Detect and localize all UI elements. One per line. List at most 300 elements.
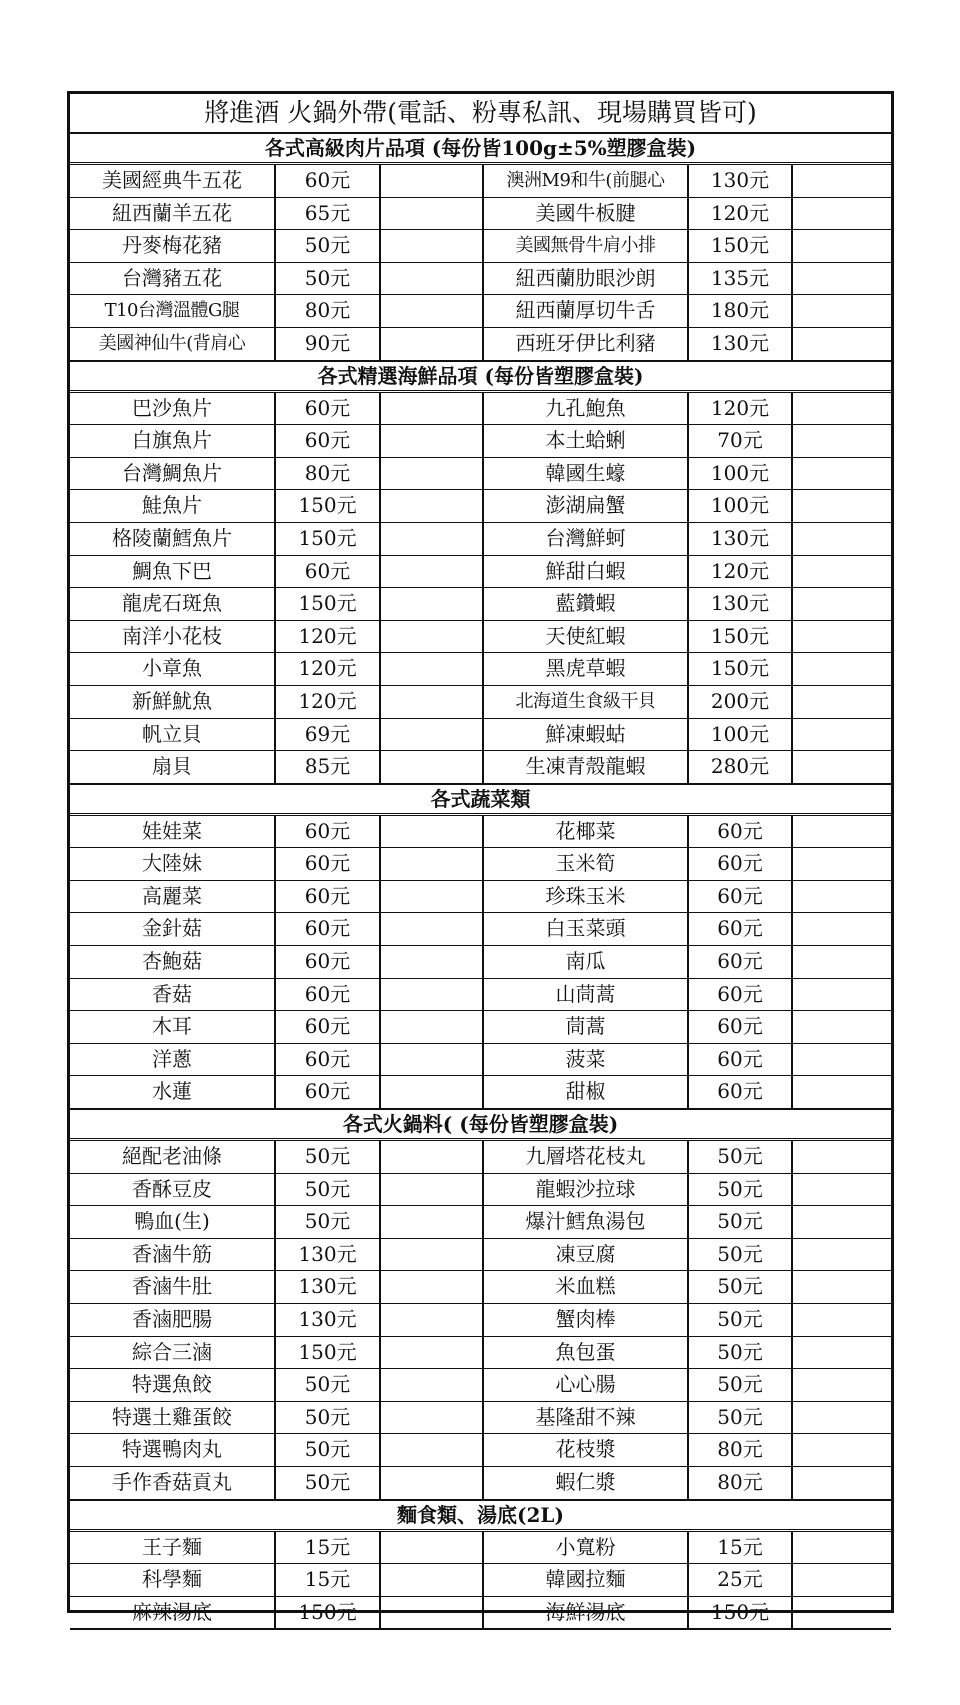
- menu-row: [70, 490, 891, 523]
- blank-cell: [793, 653, 891, 685]
- right-item-price: 50元: [689, 1369, 793, 1401]
- blank-cell: [793, 1141, 891, 1173]
- left-item-price: 65元: [276, 198, 381, 230]
- blank-cell: [793, 979, 891, 1011]
- right-item-price: 60元: [689, 848, 793, 880]
- blank-cell: [381, 848, 484, 880]
- blank-cell: [381, 1044, 484, 1076]
- menu-row: [70, 1337, 891, 1370]
- right-item-name: 西班牙伊比利豬: [484, 328, 689, 360]
- right-item-name: 澳洲M9和牛(前腿心: [484, 165, 689, 197]
- left-item-price: 90元: [276, 328, 381, 360]
- blank-cell: [381, 198, 484, 230]
- blank-cell: [793, 230, 891, 262]
- blank-cell: [381, 1564, 484, 1596]
- right-item-name: 韓國拉麵: [484, 1564, 689, 1596]
- left-item-name: 洋蔥: [70, 1044, 276, 1076]
- right-item-name: 鮮凍蝦蛄: [484, 719, 689, 751]
- left-item-price: 60元: [276, 393, 381, 425]
- right-item-name: 紐西蘭肋眼沙朗: [484, 263, 689, 295]
- right-item-name: 美國無骨牛肩小排: [484, 230, 689, 262]
- left-item-name: 手作香菇貢丸: [70, 1467, 276, 1499]
- right-item-price: 70元: [689, 425, 793, 457]
- blank-cell: [793, 751, 891, 783]
- left-item-price: 60元: [276, 848, 381, 880]
- right-item-name: 九孔鮑魚: [484, 393, 689, 425]
- right-item-price: 130元: [689, 328, 793, 360]
- menu-row: [70, 1206, 891, 1239]
- left-item-name: 扇貝: [70, 751, 276, 783]
- right-item-name: 韓國生蠔: [484, 458, 689, 490]
- menu-row: [70, 1564, 891, 1597]
- blank-cell: [793, 621, 891, 653]
- blank-cell: [381, 1369, 484, 1401]
- menu-row: [70, 881, 891, 914]
- left-item-price: 130元: [276, 1304, 381, 1336]
- menu-row: [70, 719, 891, 752]
- right-item-price: 50元: [689, 1206, 793, 1238]
- menu-row: [70, 165, 891, 198]
- right-item-price: 60元: [689, 946, 793, 978]
- right-item-price: 150元: [689, 230, 793, 262]
- menu-row: [70, 621, 891, 654]
- left-item-name: 美國神仙牛(背肩心: [70, 328, 276, 360]
- right-item-price: 80元: [689, 1434, 793, 1466]
- blank-cell: [793, 1564, 891, 1596]
- blank-cell: [381, 1076, 484, 1108]
- left-item-price: 60元: [276, 425, 381, 457]
- left-item-price: 60元: [276, 979, 381, 1011]
- right-item-price: 80元: [689, 1467, 793, 1499]
- left-item-price: 150元: [276, 1337, 381, 1369]
- right-item-price: 25元: [689, 1564, 793, 1596]
- menu-row: [70, 979, 891, 1012]
- left-item-price: 150元: [276, 588, 381, 620]
- blank-cell: [793, 523, 891, 555]
- left-item-name: 香滷肥腸: [70, 1304, 276, 1336]
- right-item-name: 海鮮湯底: [484, 1597, 689, 1629]
- right-item-price: 130元: [689, 165, 793, 197]
- menu-row: [70, 1434, 891, 1467]
- blank-cell: [793, 1174, 891, 1206]
- blank-cell: [793, 1467, 891, 1499]
- right-item-price: 150元: [689, 621, 793, 653]
- left-item-name: 台灣豬五花: [70, 263, 276, 295]
- section-meat: [70, 134, 891, 362]
- right-item-price: 120元: [689, 198, 793, 230]
- blank-cell: [793, 816, 891, 848]
- right-item-price: 60元: [689, 816, 793, 848]
- blank-cell: [793, 295, 891, 327]
- right-item-name: 甜椒: [484, 1076, 689, 1108]
- blank-cell: [793, 588, 891, 620]
- left-item-price: 60元: [276, 881, 381, 913]
- right-item-name: 蝦仁漿: [484, 1467, 689, 1499]
- section-heading: 麵食類、湯底(2L): [70, 1501, 891, 1532]
- left-item-name: 鯛魚下巴: [70, 556, 276, 588]
- blank-cell: [381, 588, 484, 620]
- blank-cell: [793, 198, 891, 230]
- blank-cell: [793, 328, 891, 360]
- menu-row: [70, 230, 891, 263]
- menu-row: [70, 393, 891, 426]
- blank-cell: [381, 686, 484, 718]
- blank-cell: [793, 1532, 891, 1564]
- menu-row: [70, 1174, 891, 1207]
- right-item-name: 藍鑽蝦: [484, 588, 689, 620]
- right-item-name: 本土蛤蜊: [484, 425, 689, 457]
- blank-cell: [793, 1206, 891, 1238]
- right-item-name: 珍珠玉米: [484, 881, 689, 913]
- right-item-name: 爆汁鱈魚湯包: [484, 1206, 689, 1238]
- right-item-price: 150元: [689, 1597, 793, 1629]
- right-item-name: 花椰菜: [484, 816, 689, 848]
- right-item-name: 基隆甜不辣: [484, 1402, 689, 1434]
- right-item-name: 魚包蛋: [484, 1337, 689, 1369]
- right-item-price: 60元: [689, 881, 793, 913]
- left-item-price: 120元: [276, 653, 381, 685]
- right-item-price: 120元: [689, 393, 793, 425]
- left-item-price: 150元: [276, 523, 381, 555]
- left-item-name: 台灣鯛魚片: [70, 458, 276, 490]
- blank-cell: [793, 1597, 891, 1629]
- section-heading: 各式蔬菜類: [70, 785, 891, 816]
- menu-row: [70, 1369, 891, 1402]
- left-item-price: 150元: [276, 490, 381, 522]
- blank-cell: [793, 719, 891, 751]
- menu-sections: [70, 134, 891, 1630]
- left-item-name: 絕配老油條: [70, 1141, 276, 1173]
- left-item-price: 15元: [276, 1532, 381, 1564]
- menu-row: [70, 1044, 891, 1077]
- menu-row: [70, 1402, 891, 1435]
- left-item-name: 王子麵: [70, 1532, 276, 1564]
- left-item-name: 香菇: [70, 979, 276, 1011]
- right-item-price: 120元: [689, 556, 793, 588]
- left-item-price: 60元: [276, 946, 381, 978]
- blank-cell: [381, 1174, 484, 1206]
- right-item-name: 山茼蒿: [484, 979, 689, 1011]
- blank-cell: [793, 1402, 891, 1434]
- blank-cell: [793, 1239, 891, 1271]
- blank-cell: [381, 1532, 484, 1564]
- blank-cell: [793, 1369, 891, 1401]
- blank-cell: [381, 165, 484, 197]
- blank-cell: [381, 1467, 484, 1499]
- left-item-name: 香酥豆皮: [70, 1174, 276, 1206]
- section-noodles-soup: [70, 1501, 891, 1631]
- right-item-price: 60元: [689, 1076, 793, 1108]
- blank-cell: [381, 816, 484, 848]
- right-item-name: 小寬粉: [484, 1532, 689, 1564]
- blank-cell: [793, 556, 891, 588]
- right-item-name: 南瓜: [484, 946, 689, 978]
- blank-cell: [381, 1141, 484, 1173]
- menu-row: [70, 1271, 891, 1304]
- right-item-name: 北海道生食級干貝: [484, 686, 689, 718]
- blank-cell: [793, 393, 891, 425]
- blank-cell: [793, 686, 891, 718]
- left-item-name: 鮭魚片: [70, 490, 276, 522]
- right-item-name: 紐西蘭厚切牛舌: [484, 295, 689, 327]
- left-item-price: 60元: [276, 165, 381, 197]
- blank-cell: [381, 263, 484, 295]
- right-item-name: 玉米筍: [484, 848, 689, 880]
- left-item-name: 新鮮魷魚: [70, 686, 276, 718]
- right-item-name: 台灣鮮蚵: [484, 523, 689, 555]
- menu-row: [70, 653, 891, 686]
- right-item-price: 150元: [689, 653, 793, 685]
- menu-row: [70, 751, 891, 785]
- left-item-name: 紐西蘭羊五花: [70, 198, 276, 230]
- left-item-price: 15元: [276, 1564, 381, 1596]
- left-item-price: 120元: [276, 686, 381, 718]
- left-item-name: 龍虎石斑魚: [70, 588, 276, 620]
- blank-cell: [381, 719, 484, 751]
- menu-row: [70, 913, 891, 946]
- blank-cell: [381, 621, 484, 653]
- section-heading: 各式火鍋料( (每份皆塑膠盒裝): [70, 1110, 891, 1141]
- left-item-name: 白旗魚片: [70, 425, 276, 457]
- blank-cell: [793, 1076, 891, 1108]
- right-item-price: 200元: [689, 686, 793, 718]
- blank-cell: [381, 425, 484, 457]
- left-item-name: 特選魚餃: [70, 1369, 276, 1401]
- left-item-name: 木耳: [70, 1011, 276, 1043]
- left-item-price: 120元: [276, 621, 381, 653]
- blank-cell: [793, 1271, 891, 1303]
- menu-row: [70, 816, 891, 849]
- blank-cell: [793, 1304, 891, 1336]
- right-item-price: 50元: [689, 1304, 793, 1336]
- menu-row: [70, 1011, 891, 1044]
- menu-row: [70, 946, 891, 979]
- menu-row: [70, 263, 891, 296]
- left-item-name: 麻辣湯底: [70, 1597, 276, 1629]
- left-item-price: 130元: [276, 1239, 381, 1271]
- blank-cell: [381, 393, 484, 425]
- right-item-price: 280元: [689, 751, 793, 783]
- blank-cell: [381, 979, 484, 1011]
- right-item-name: 天使紅蝦: [484, 621, 689, 653]
- section-heading: 各式高級肉片品項 (每份皆100g±5%塑膠盒裝): [70, 134, 891, 165]
- blank-cell: [381, 751, 484, 783]
- section-heading: 各式精選海鮮品項 (每份皆塑膠盒裝): [70, 362, 891, 393]
- right-item-price: 60元: [689, 913, 793, 945]
- blank-cell: [381, 458, 484, 490]
- left-item-price: 60元: [276, 816, 381, 848]
- left-item-price: 60元: [276, 1044, 381, 1076]
- menu-row: [70, 1076, 891, 1110]
- section-seafood: [70, 362, 891, 785]
- blank-cell: [793, 848, 891, 880]
- blank-cell: [381, 1597, 484, 1629]
- left-item-price: 60元: [276, 1011, 381, 1043]
- right-item-price: 50元: [689, 1141, 793, 1173]
- left-item-price: 50元: [276, 230, 381, 262]
- left-item-price: 60元: [276, 913, 381, 945]
- right-item-name: 米血糕: [484, 1271, 689, 1303]
- blank-cell: [381, 1271, 484, 1303]
- right-item-name: 菠菜: [484, 1044, 689, 1076]
- blank-cell: [381, 1011, 484, 1043]
- menu-row: [70, 523, 891, 556]
- menu-table: [67, 91, 894, 1624]
- left-item-price: 150元: [276, 1597, 381, 1629]
- left-item-price: 85元: [276, 751, 381, 783]
- blank-cell: [381, 946, 484, 978]
- menu-row: [70, 1239, 891, 1272]
- blank-cell: [381, 1434, 484, 1466]
- blank-cell: [793, 165, 891, 197]
- right-item-price: 135元: [689, 263, 793, 295]
- blank-cell: [793, 881, 891, 913]
- left-item-name: T10台灣溫體G腿: [70, 295, 276, 327]
- right-item-price: 50元: [689, 1402, 793, 1434]
- section-vegetables: [70, 785, 891, 1110]
- blank-cell: [381, 230, 484, 262]
- menu-row: [70, 588, 891, 621]
- right-item-name: 茼蒿: [484, 1011, 689, 1043]
- blank-cell: [381, 1304, 484, 1336]
- right-item-price: 60元: [689, 979, 793, 1011]
- left-item-price: 60元: [276, 1076, 381, 1108]
- left-item-name: 特選土雞蛋餃: [70, 1402, 276, 1434]
- left-item-name: 水蓮: [70, 1076, 276, 1108]
- menu-row: [70, 848, 891, 881]
- right-item-price: 60元: [689, 1011, 793, 1043]
- right-item-name: 澎湖扁蟹: [484, 490, 689, 522]
- blank-cell: [381, 556, 484, 588]
- blank-cell: [381, 1206, 484, 1238]
- blank-cell: [381, 1402, 484, 1434]
- blank-cell: [381, 881, 484, 913]
- right-item-name: 黑虎草蝦: [484, 653, 689, 685]
- left-item-name: 鴨血(生): [70, 1206, 276, 1238]
- left-item-price: 50元: [276, 1141, 381, 1173]
- left-item-price: 50元: [276, 1467, 381, 1499]
- left-item-name: 杏鮑菇: [70, 946, 276, 978]
- left-item-price: 50元: [276, 263, 381, 295]
- menu-row: [70, 1597, 891, 1631]
- menu-row: [70, 1532, 891, 1565]
- menu-row: [70, 458, 891, 491]
- right-item-price: 50元: [689, 1174, 793, 1206]
- left-item-price: 130元: [276, 1271, 381, 1303]
- left-item-price: 80元: [276, 458, 381, 490]
- left-item-name: 綜合三滷: [70, 1337, 276, 1369]
- left-item-price: 60元: [276, 556, 381, 588]
- right-item-price: 100元: [689, 490, 793, 522]
- right-item-price: 15元: [689, 1532, 793, 1564]
- menu-row: [70, 198, 891, 231]
- blank-cell: [381, 1337, 484, 1369]
- blank-cell: [381, 328, 484, 360]
- right-item-price: 100元: [689, 458, 793, 490]
- right-item-price: 130元: [689, 523, 793, 555]
- menu-row: [70, 1141, 891, 1174]
- blank-cell: [793, 946, 891, 978]
- menu-row: [70, 328, 891, 362]
- blank-cell: [793, 458, 891, 490]
- left-item-name: 科學麵: [70, 1564, 276, 1596]
- blank-cell: [793, 263, 891, 295]
- menu-row: [70, 295, 891, 328]
- left-item-name: 金針菇: [70, 913, 276, 945]
- left-item-name: 丹麥梅花豬: [70, 230, 276, 262]
- right-item-name: 凍豆腐: [484, 1239, 689, 1271]
- left-item-price: 80元: [276, 295, 381, 327]
- left-item-name: 香滷牛肚: [70, 1271, 276, 1303]
- right-item-name: 蟹肉棒: [484, 1304, 689, 1336]
- blank-cell: [381, 295, 484, 327]
- right-item-price: 50元: [689, 1337, 793, 1369]
- right-item-price: 130元: [689, 588, 793, 620]
- menu-row: [70, 686, 891, 719]
- blank-cell: [793, 913, 891, 945]
- left-item-name: 高麗菜: [70, 881, 276, 913]
- left-item-name: 大陸妹: [70, 848, 276, 880]
- left-item-name: 特選鴨肉丸: [70, 1434, 276, 1466]
- left-item-name: 香滷牛筋: [70, 1239, 276, 1271]
- blank-cell: [381, 490, 484, 522]
- blank-cell: [793, 1434, 891, 1466]
- menu-row: [70, 556, 891, 589]
- right-item-price: 180元: [689, 295, 793, 327]
- section-hotpot-ingredients: [70, 1110, 891, 1501]
- page-title: 將進酒 火鍋外帶(電話、粉專私訊、現場購買皆可): [70, 94, 891, 134]
- right-item-price: 100元: [689, 719, 793, 751]
- right-item-name: 白玉菜頭: [484, 913, 689, 945]
- blank-cell: [793, 1337, 891, 1369]
- blank-cell: [381, 653, 484, 685]
- right-item-name: 花枝漿: [484, 1434, 689, 1466]
- right-item-price: 50元: [689, 1271, 793, 1303]
- left-item-name: 格陵蘭鱈魚片: [70, 523, 276, 555]
- blank-cell: [381, 1239, 484, 1271]
- left-item-name: 小章魚: [70, 653, 276, 685]
- blank-cell: [793, 1011, 891, 1043]
- left-item-price: 50元: [276, 1402, 381, 1434]
- left-item-price: 50元: [276, 1174, 381, 1206]
- blank-cell: [381, 913, 484, 945]
- blank-cell: [793, 425, 891, 457]
- left-item-name: 帆立貝: [70, 719, 276, 751]
- left-item-name: 巴沙魚片: [70, 393, 276, 425]
- menu-row: [70, 1467, 891, 1501]
- blank-cell: [793, 1044, 891, 1076]
- right-item-name: 龍蝦沙拉球: [484, 1174, 689, 1206]
- left-item-price: 50元: [276, 1369, 381, 1401]
- left-item-price: 50元: [276, 1206, 381, 1238]
- right-item-name: 美國牛板腱: [484, 198, 689, 230]
- menu-row: [70, 425, 891, 458]
- blank-cell: [793, 490, 891, 522]
- right-item-name: 鮮甜白蝦: [484, 556, 689, 588]
- right-item-price: 50元: [689, 1239, 793, 1271]
- left-item-name: 娃娃菜: [70, 816, 276, 848]
- menu-row: [70, 1304, 891, 1337]
- left-item-price: 50元: [276, 1434, 381, 1466]
- right-item-name: 心心腸: [484, 1369, 689, 1401]
- right-item-price: 60元: [689, 1044, 793, 1076]
- blank-cell: [381, 523, 484, 555]
- left-item-name: 美國經典牛五花: [70, 165, 276, 197]
- right-item-name: 生凍青殼龍蝦: [484, 751, 689, 783]
- left-item-name: 南洋小花枝: [70, 621, 276, 653]
- right-item-name: 九層塔花枝丸: [484, 1141, 689, 1173]
- left-item-price: 69元: [276, 719, 381, 751]
